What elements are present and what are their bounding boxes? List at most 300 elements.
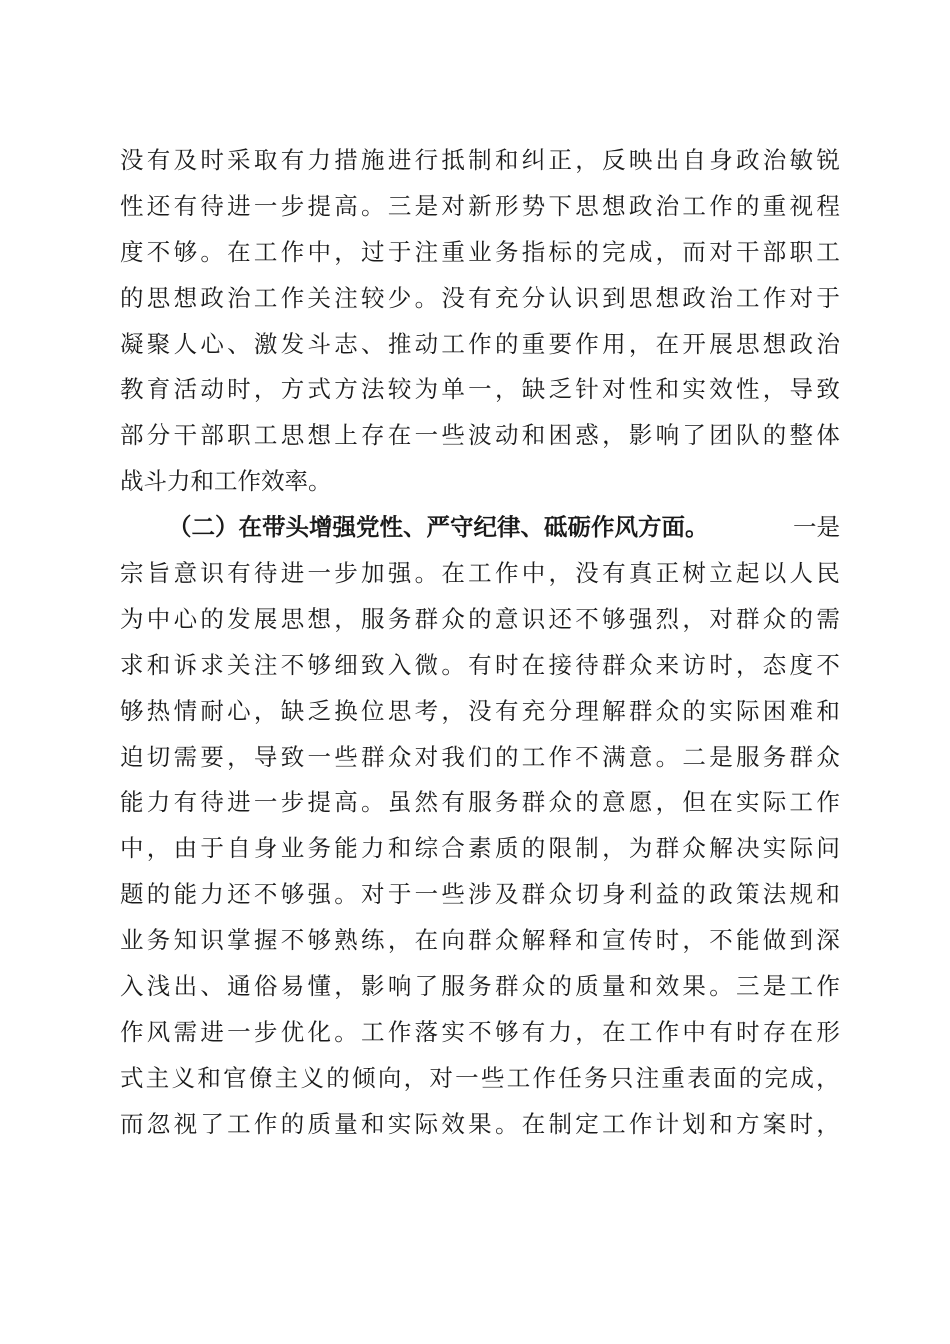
text-char: 务	[584, 1063, 608, 1092]
text-char: 民	[816, 559, 840, 588]
text-char: 众	[628, 650, 653, 679]
text-char: 质	[494, 834, 519, 863]
text-line	[120, 1148, 840, 1194]
text-char: 导	[253, 742, 278, 771]
text-char: 乏	[548, 375, 572, 404]
text-char: 高	[334, 788, 358, 817]
text-char: 通	[227, 972, 251, 1001]
text-char: 众	[548, 880, 572, 909]
text-char: 的	[326, 1063, 350, 1092]
section-heading-line	[120, 505, 840, 551]
text-char: 在	[709, 788, 733, 817]
text-char: 切	[146, 742, 171, 771]
text-char: 众	[682, 834, 706, 863]
text-char: 服	[468, 788, 492, 817]
text-char: 群	[521, 788, 546, 817]
text-char: 时	[655, 926, 680, 955]
text-char: 工	[789, 788, 814, 817]
text-char: 注	[635, 1063, 660, 1092]
text-char: 分	[521, 283, 546, 312]
text-char: ，	[334, 972, 358, 1001]
text-char: 和	[361, 1109, 385, 1138]
text-char: 队	[735, 421, 760, 450]
text-char: 注	[253, 650, 278, 679]
text-char: 人	[173, 329, 198, 358]
text-char: 群	[414, 604, 439, 633]
text-char: 团	[709, 421, 733, 450]
text-char: 。	[200, 237, 224, 266]
text-char: 。	[308, 467, 332, 496]
text-char: 完	[764, 1063, 789, 1092]
text-char: 够	[602, 604, 626, 633]
text-char: 工	[521, 742, 546, 771]
text-char: 作	[655, 1017, 680, 1046]
text-char: 在	[441, 559, 465, 588]
text-char: 了	[682, 421, 706, 450]
text-char: 时	[227, 375, 251, 404]
text-char: 然	[414, 788, 439, 817]
text-char: 致	[361, 650, 385, 679]
text-char: 工	[253, 421, 278, 450]
text-char: 握	[253, 926, 278, 955]
text-char: 身	[253, 834, 278, 863]
text-char: 映	[628, 146, 653, 174]
text-char: 成	[790, 1063, 814, 1092]
text-char: 发	[227, 604, 251, 633]
text-char: 的	[120, 283, 144, 312]
text-char: 群	[521, 880, 546, 909]
text-char: 能	[120, 788, 144, 817]
text-char: 不	[146, 237, 171, 266]
text-char: 视	[173, 1109, 198, 1138]
text-char: 际	[414, 1109, 439, 1138]
text-char: 没	[120, 146, 144, 174]
text-char: 方	[280, 375, 305, 404]
text-char: 宣	[602, 926, 626, 955]
text-char: 形	[494, 191, 519, 220]
text-char: 能	[173, 880, 198, 909]
text-char: 力	[146, 788, 171, 817]
text-char: 工	[735, 283, 760, 312]
text-char: 质	[575, 972, 599, 1001]
text-char: 波	[468, 421, 492, 450]
text-char: 待	[575, 650, 599, 679]
text-char: 工	[361, 1017, 385, 1046]
text-char: 想	[173, 283, 198, 312]
text-char: 识	[200, 926, 224, 955]
text-char: 在	[387, 421, 412, 450]
text-char: 动	[200, 375, 224, 404]
text-char: 有	[280, 146, 305, 174]
text-char: 的	[682, 696, 706, 725]
text-char: 中	[146, 604, 171, 633]
text-char: 度	[120, 237, 144, 266]
text-char: ，	[602, 421, 626, 450]
text-char: 步	[280, 788, 305, 817]
text-char: 些	[334, 742, 358, 771]
text-char: 较	[361, 283, 385, 312]
text-char: 一	[227, 1017, 251, 1046]
text-char: 真	[628, 559, 653, 588]
text-char: 单	[441, 375, 465, 404]
text-char: 方	[735, 1109, 760, 1138]
text-char: 懂	[307, 972, 331, 1001]
text-char: 需	[816, 604, 840, 633]
text-char: 政	[709, 880, 733, 909]
text-char: 。	[334, 880, 358, 909]
text-char: 果	[682, 972, 706, 1001]
text-char: 以	[762, 559, 787, 588]
text-char: 落	[414, 1017, 439, 1046]
text-char: 际	[762, 788, 787, 817]
text-char: 想	[655, 283, 680, 312]
text-char: 难	[789, 696, 814, 725]
text-char: 激	[253, 329, 278, 358]
text-char: 不	[575, 604, 599, 633]
text-char: 实	[387, 1109, 412, 1138]
text-char: 致	[280, 742, 305, 771]
text-char: 措	[334, 146, 358, 174]
text-char: 。	[655, 742, 680, 771]
text-char: 在	[227, 237, 251, 266]
text-char: 态	[762, 650, 787, 679]
text-char: 采	[227, 146, 251, 174]
text-char: 正	[655, 559, 680, 588]
text-char: 心	[173, 604, 198, 633]
text-line	[120, 184, 840, 230]
text-char: 。	[414, 559, 439, 588]
text-char: 视	[789, 191, 814, 220]
text-char: 和	[816, 696, 840, 725]
text-char: 来	[655, 650, 680, 679]
text-char: 心	[227, 696, 251, 725]
text-char: 治	[762, 146, 787, 174]
text-char: 有	[494, 696, 519, 725]
text-char: 的	[575, 788, 599, 817]
text-char: 问	[816, 834, 840, 863]
text-char: ，	[575, 146, 599, 174]
text-char: 务	[146, 926, 171, 955]
text-char: 正	[548, 146, 572, 174]
text-char: 识	[200, 559, 224, 588]
text-char: 但	[682, 788, 706, 817]
text-char: 政	[682, 283, 706, 312]
text-char: ，	[682, 604, 706, 633]
text-char: ，	[403, 1063, 428, 1092]
text-char: 众	[816, 742, 840, 771]
text-char: 聚	[146, 329, 171, 358]
text-char: 展	[709, 329, 733, 358]
text-char: 众	[655, 696, 680, 725]
text-char: 想	[762, 329, 787, 358]
text-char: 工	[253, 283, 278, 312]
text-char: 位	[361, 696, 385, 725]
text-char: 的	[762, 421, 787, 450]
text-char: 够	[280, 880, 305, 909]
text-char: 指	[521, 237, 546, 266]
text-char: ，	[334, 604, 358, 633]
text-char: 服	[361, 604, 385, 633]
text-char: 微	[414, 650, 439, 679]
text-char: 时	[200, 146, 224, 174]
text-char: 理	[575, 696, 599, 725]
text-char: 在	[789, 1017, 814, 1046]
text-char: 政	[789, 329, 814, 358]
text-char: 教	[120, 375, 144, 404]
text-char: 到	[602, 283, 626, 312]
text-char: 和	[575, 926, 599, 955]
text-char: 提	[307, 788, 331, 817]
text-char: 烈	[655, 604, 680, 633]
text-char: 涉	[468, 880, 492, 909]
text-char: 浅	[146, 972, 171, 1001]
text-char: 力	[548, 1017, 572, 1046]
text-char: 思	[628, 283, 653, 312]
text-char: 的	[468, 604, 492, 633]
text-char: 策	[735, 880, 760, 909]
text-char: 作	[120, 1017, 144, 1046]
text-char: 标	[548, 237, 572, 266]
text-line	[120, 735, 840, 781]
text-char: 一	[307, 559, 331, 588]
text-char: 些	[480, 1063, 505, 1092]
text-char: 。	[361, 191, 385, 220]
text-char: 自	[227, 834, 251, 863]
text-char: 中	[521, 559, 546, 588]
text-char: 式	[307, 375, 331, 404]
text-char: 题	[120, 880, 144, 909]
text-char: ，	[548, 559, 572, 588]
text-char: 性	[628, 375, 653, 404]
text-char: 思	[387, 696, 412, 725]
text-char: 识	[521, 604, 546, 633]
text-line	[120, 138, 840, 184]
text-char: 际	[789, 834, 814, 863]
text-char: ，	[253, 696, 278, 725]
text-char: 想	[602, 191, 626, 220]
text-char: 不	[468, 1017, 492, 1046]
text-char: 实	[441, 1017, 465, 1046]
text-char: 存	[762, 1017, 787, 1046]
text-char: 的	[494, 742, 519, 771]
text-char: 到	[789, 926, 814, 955]
text-char: 熟	[334, 926, 358, 955]
text-char: 不	[816, 650, 840, 679]
text-char: 想	[307, 421, 331, 450]
text-char: 程	[816, 191, 840, 220]
text-char: 能	[735, 926, 760, 955]
text-char: 部	[120, 421, 144, 450]
text-char: ，	[762, 375, 787, 404]
text-char: 我	[441, 742, 465, 771]
text-char: 干	[173, 421, 198, 450]
text-char: 反	[602, 146, 626, 174]
text-char: 过	[361, 237, 385, 266]
text-char: 化	[307, 1017, 331, 1046]
text-char: 合	[441, 834, 465, 863]
text-char: 人	[789, 559, 814, 588]
text-char: 旨	[146, 559, 171, 588]
text-char: 中	[120, 834, 144, 863]
text-char: 够	[307, 926, 331, 955]
text-char: 僚	[248, 1063, 273, 1092]
text-char: 率	[284, 467, 308, 496]
text-char: 加	[361, 559, 385, 588]
text-char: 力	[361, 834, 385, 863]
text-char: 二	[682, 742, 706, 771]
text-char: 情	[173, 696, 198, 725]
text-char: 实	[682, 375, 706, 404]
text-char: 宗	[120, 559, 144, 588]
text-char: 量	[602, 972, 626, 1001]
text-char: 性	[735, 375, 760, 404]
text-char: 和	[628, 972, 653, 1001]
text-char: 求	[200, 650, 224, 679]
text-char: 质	[307, 1109, 331, 1138]
text-char: 群	[468, 926, 492, 955]
text-char: 虽	[387, 788, 412, 817]
text-char: 际	[735, 696, 760, 725]
text-char: 务	[494, 788, 519, 817]
text-char: 不	[709, 926, 733, 955]
text-char: 需	[173, 742, 198, 771]
text-char: 展	[253, 604, 278, 633]
text-char: 案	[762, 1109, 787, 1138]
text-char: 而	[682, 237, 706, 266]
text-char: 有	[227, 559, 251, 588]
text-char: 任	[558, 1063, 582, 1092]
text-char: 发	[280, 329, 305, 358]
text-char: 施	[361, 146, 385, 174]
text-char: 的	[682, 880, 706, 909]
text-char: 。	[361, 788, 385, 817]
text-line	[120, 964, 840, 1010]
text-char: 部	[200, 421, 224, 450]
text-char: 思	[146, 283, 171, 312]
text-char: 解	[602, 696, 626, 725]
text-char: ，	[575, 1017, 599, 1046]
text-char: 意	[602, 788, 626, 817]
text-char: 业	[468, 237, 492, 266]
text-char: 分	[146, 421, 171, 450]
text-char: 及	[173, 146, 198, 174]
text-char: 树	[682, 559, 706, 588]
text-char: 计	[655, 1109, 680, 1138]
text-char: 的	[738, 1063, 763, 1092]
text-char: 待	[200, 191, 224, 220]
text-char: 的	[200, 604, 224, 633]
text-char: 些	[441, 421, 465, 450]
text-char: 方	[334, 375, 358, 404]
text-char: 分	[548, 696, 572, 725]
text-char: 部	[762, 237, 787, 266]
text-line	[120, 413, 840, 459]
text-char: 推	[387, 329, 412, 358]
text-char: 作	[253, 1109, 278, 1138]
text-char: 在	[655, 329, 680, 358]
text-char: 而	[120, 1109, 144, 1138]
text-char: 于	[200, 834, 224, 863]
text-char: 整	[789, 421, 814, 450]
text-char: 和	[655, 375, 680, 404]
text-char: 一	[414, 880, 439, 909]
text-char: 作	[494, 559, 519, 588]
text-char: 对	[429, 1063, 453, 1092]
text-char: 敏	[789, 146, 814, 174]
text-char: 针	[575, 375, 599, 404]
text-char: 务	[307, 834, 331, 863]
text-char: 向	[377, 1063, 402, 1092]
text-char: 义	[300, 1063, 324, 1092]
text-char: 动	[494, 421, 519, 450]
text-char: 作	[548, 742, 572, 771]
text-char: 缺	[521, 375, 546, 404]
text-char: 有	[468, 283, 492, 312]
text-char: 进	[227, 788, 251, 817]
text-char: 优	[280, 1017, 305, 1046]
text-line	[120, 780, 840, 826]
text-char: ，	[602, 834, 626, 863]
text-char: 识	[575, 283, 599, 312]
text-char: ，	[494, 375, 519, 404]
text-char: 充	[494, 283, 519, 312]
text-char: 时	[789, 1109, 814, 1138]
text-char: 务	[468, 972, 492, 1001]
section-heading: （二）在带头增强党性、严守纪律、砥砺作风方面。	[168, 513, 709, 542]
text-char: 果	[468, 1109, 492, 1138]
text-char: 没	[468, 696, 492, 725]
text-char: 政	[735, 146, 760, 174]
text-char: 释	[548, 926, 572, 955]
text-char: 纠	[521, 146, 546, 174]
text-char: 于	[816, 283, 840, 312]
text-char: 访	[682, 650, 706, 679]
text-char: 解	[521, 926, 546, 955]
text-char: 解	[709, 834, 733, 863]
text-char: 充	[521, 696, 546, 725]
text-char: 愿	[628, 788, 653, 817]
text-char: 益	[655, 880, 680, 909]
text-char: 作	[280, 237, 305, 266]
text-char: 。	[414, 283, 439, 312]
text-char: 的	[789, 604, 814, 633]
text-char: 工	[628, 1017, 653, 1046]
text-char: 工	[441, 329, 465, 358]
text-char: ，	[253, 375, 278, 404]
text-char: 三	[387, 191, 412, 220]
text-char: 作	[628, 1109, 653, 1138]
text-char: 制	[548, 1109, 572, 1138]
text-char: 立	[709, 559, 733, 588]
text-char: 一	[455, 1063, 479, 1092]
text-char: 义	[171, 1063, 196, 1092]
text-char: 进	[227, 191, 251, 220]
text-line	[120, 322, 840, 368]
text-char: 作	[532, 1063, 556, 1092]
text-char: 思	[735, 329, 760, 358]
text-char: 中	[307, 237, 331, 266]
text-char: 面	[712, 1063, 737, 1092]
text-char: 待	[253, 559, 278, 588]
text-char: 的	[548, 972, 572, 1001]
text-char: 乏	[307, 696, 331, 725]
text-char: 意	[628, 742, 653, 771]
text-char: 练	[361, 926, 385, 955]
text-char: 需	[173, 1017, 198, 1046]
text-char: 中	[682, 1017, 706, 1046]
text-char: ，	[227, 742, 251, 771]
text-char: 做	[762, 926, 787, 955]
